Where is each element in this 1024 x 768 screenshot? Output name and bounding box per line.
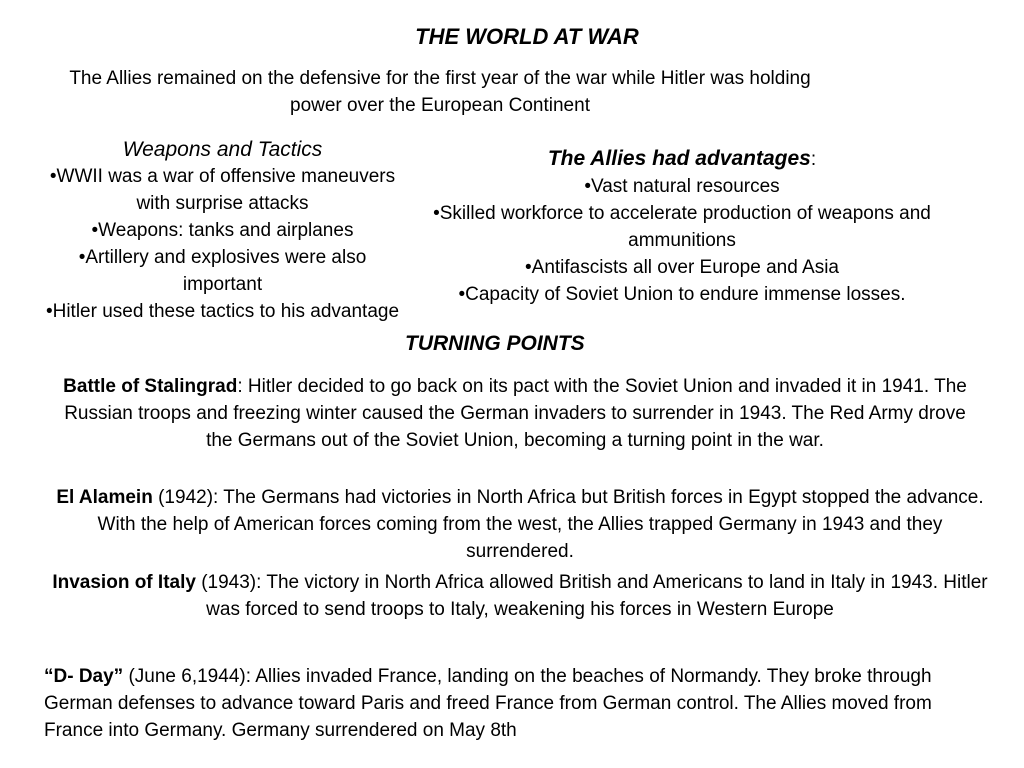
weapons-tactics-section — [40, 136, 405, 325]
allies-advantages-section — [432, 145, 932, 308]
advantages-item: •Skilled workforce to accelerate production of weapons and ammunitions — [433, 203, 931, 251]
dday-paragraph — [44, 663, 994, 744]
stalingrad-title: Battle of Stalingrad — [63, 376, 238, 397]
alamein-title: El Alamein — [56, 487, 153, 508]
advantages-heading-line — [432, 145, 932, 173]
advantages-heading: The Allies had advantages — [547, 147, 811, 170]
advantages-heading-colon: : — [810, 149, 817, 170]
italy-title: Invasion of Italy — [52, 572, 196, 593]
weapons-item: •WWII was a war of offensive maneuvers with surprise attacks — [49, 166, 396, 214]
advantages-item: •Antifascists all over Europe and Asia — [525, 257, 839, 278]
italy-text: (1943): The victory in North Africa allowed British and Americans to land in Italy in 1943. Hitler was forced to send troops to Italy, weakening his forces in Western Europe — [195, 572, 988, 620]
turning-points-heading: TURNING POINTS — [405, 332, 585, 355]
advantages-item: •Capacity of Soviet Union to endure immense losses. — [458, 284, 906, 305]
weapons-heading: Weapons and Tactics — [122, 138, 323, 161]
alamein-paragraph — [50, 484, 990, 565]
intro-text: The Allies remained on the defensive for the first year of the war while Hitler was holding power over the European Continent — [69, 68, 811, 116]
weapons-item: •Hitler used these tactics to his advantage — [45, 301, 400, 322]
stalingrad-text: : Hitler decided to go back on its pact with the Soviet Union and invaded it in 1941. The Russian troops and freezing winter caused the German invaders to surrender in 1943. The Red Army drove the Germans out of the Soviet Union, becoming a turning point in the war. — [64, 376, 967, 451]
dday-title: “D- Day” — [44, 666, 124, 687]
italy-paragraph — [40, 569, 1000, 623]
weapons-item: •Artillery and explosives were also important — [78, 247, 367, 295]
stalingrad-paragraph — [60, 373, 970, 454]
alamein-text: (1942): The Germans had victories in North Africa but British forces in Egypt stopped the advance. With the help of American forces coming from the west, the Allies trapped Germany in 1943 and they surrendered. — [97, 487, 984, 562]
advantages-item: •Vast natural resources — [584, 176, 780, 197]
page-title: THE WORLD AT WAR — [415, 24, 639, 49]
weapons-item: •Weapons: tanks and airplanes — [91, 220, 354, 241]
dday-text: (June 6,1944): Allies invaded France, landing on the beaches of Normandy. They broke through German defenses to advance toward Paris and freed France from German control. The Allies moved from France into Germany. Germany surrendered on May 8th — [44, 666, 932, 741]
